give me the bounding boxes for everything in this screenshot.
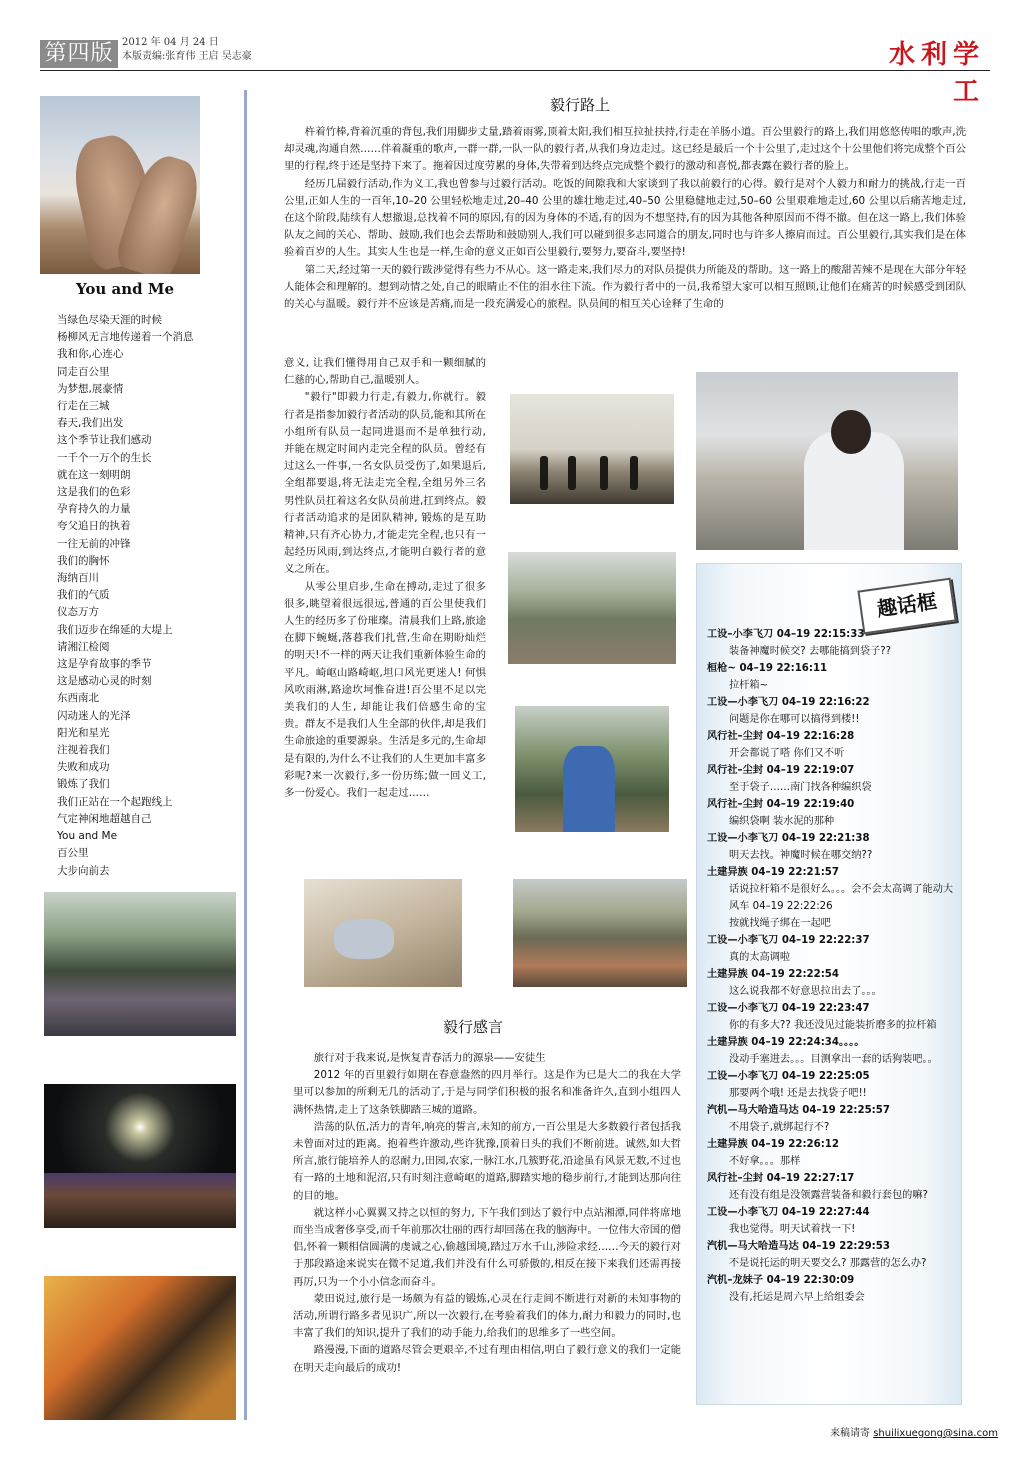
chat-author: 工设—小李飞刀 04–19 22:22:37 — [707, 935, 870, 946]
paragraph: 经历几届毅行活动,作为义工,我也曾参与过毅行活动。吃饭的间隙我和大家谈到了我以前毅行的心得。毅行是对个人毅力和耐力的挑战,行走一百公里,正如人生的一百年,10–20 公里轻松地走过,20–40 公里的雄壮地走过,40–50 公里稳健地走过,50–60 公里艰难地走过,60 公里以后痛苦地走过,在这个阶段,陆续有人想撤退,总找着不同的原因,有的因为身体的不适,有的因为不想坚持,有的因为其他各种原因而不得不撤。但在这一路上,我们体验队友之间的关心、帮助、鼓励,我们也会去帮助和鼓励别人,我们可以碰到很多志同道合的朋友,同时也与许多人擦肩而过。百公里毅行,其实我们是在体验着百岁的人生。其实人生也是一样,生命的意义正如百公里毅行,要努力,要奋斗,要坚持! — [284, 177, 966, 259]
poem-line: 这是我们的色彩 — [57, 486, 131, 499]
chat-entry — [707, 1136, 957, 1170]
poem-line: 海纳百川 — [57, 572, 99, 585]
chat-author: 土建异族 04–19 22:24:34。。。。 — [707, 1037, 865, 1048]
chat-entry — [707, 915, 957, 932]
footer-label: 来稿请寄 — [830, 1428, 870, 1439]
chat-author: 风行社–尘封 04–19 22:19:07 — [707, 765, 855, 776]
chat-author: 土建异族 04–19 22:26:12 — [707, 1139, 839, 1150]
chat-entry — [707, 932, 957, 966]
poem-line: 当绿色尽染天涯的时候 — [57, 314, 162, 326]
poem-line: 杨柳风无言地传递着一个消息 — [57, 331, 194, 344]
poem-line: 行走在三城 — [57, 400, 110, 413]
article-title: 毅行路上 — [549, 96, 610, 114]
poem-line: 我们正站在一个起跑线上 — [57, 795, 173, 808]
photo-group-road — [508, 552, 676, 664]
poem-line: 这是孕育故事的季节 — [57, 658, 152, 671]
chat-message: 不好拿。。。那样 — [729, 1156, 801, 1167]
chat-author: 风行社–尘封 04–19 22:16:28 — [707, 731, 855, 742]
chat-entry — [707, 1204, 957, 1238]
chat-author: 汽机–龙妹子 04–19 22:30:09 — [707, 1275, 855, 1286]
header-divider — [40, 70, 990, 71]
page-number-label: 第四版 — [40, 40, 118, 68]
paragraph: "毅行"即毅力行走,有毅力,你就行。毅行者是指参加毅行者活动的队员,能和其所在小组所有队员一起同进退而不是单独行动, 并能在规定时间内走完全程的队员。曾经有过这么一件事,一名女队员受伤了,如果退后,全组都要退,将无法走完全程,全组另外三名男性队员扛着这名女队员前进,扛到终点。毅行者活动追求的是团队精神, 锻炼的是互助精神,只有齐心协力,才能走完全程,也只有一起经历风雨,到达终点,才能明白毅行者的意义之所在。 — [284, 391, 486, 576]
poem-line: 锻炼了我们 — [57, 778, 110, 791]
chat-message: 话说拉杆箱不是很好么。。。会不会太高调了能动大风车 04–19 22:22:26 — [729, 884, 954, 912]
chat-message: 没动手塞进去。。。目测拿出一套的话狗装吧。。 — [729, 1054, 938, 1065]
photo-smiling-walker — [515, 706, 669, 832]
chat-entry — [707, 966, 957, 1000]
chat-entry — [707, 1170, 957, 1204]
chat-entry — [707, 694, 957, 728]
chat-message: 还有没有组是没领露营装备和毅行套包的嘛? — [729, 1190, 928, 1201]
paragraph: 意义, 让我们懂得用自己双手和一颗细腻的仁慈的心,帮助自己,温暖别人。 — [284, 357, 486, 387]
submission-footer — [830, 1424, 998, 1439]
poem-line: 一往无前的冲锋 — [57, 537, 131, 550]
editors-line: 本版责编:张育伟 王启 吴志豪 — [122, 51, 252, 62]
poem-line: 这是感动心灵的时刻 — [57, 675, 152, 688]
chat-message: 不是说托运的明天要交么? 那露营的怎么办? — [729, 1258, 927, 1269]
poem-line: 我和你,心连心 — [57, 348, 124, 361]
chat-entry — [707, 1034, 957, 1068]
poem-line: 孕育持久的力量 — [57, 503, 131, 516]
poem-line: 大步向前去 — [57, 864, 110, 877]
chat-log — [707, 626, 957, 1306]
chat-author: 风行社–尘封 04–19 22:19:40 — [707, 799, 855, 810]
poem-line: 请湘江检阅 — [57, 640, 110, 653]
poem-line: 仪态万方 — [57, 606, 99, 619]
photo-riverside-crowd — [513, 879, 687, 987]
chat-message: 编织袋啊 装水泥的那种 — [729, 816, 835, 827]
article-body-reflection — [293, 1050, 681, 1377]
photo-foot-care — [304, 879, 462, 987]
chat-entry — [707, 830, 957, 864]
poem-line: 注视着我们 — [57, 744, 110, 757]
chat-message: 你的有多大?? 我还没见过能装折磨多的拉杆箱 — [729, 1020, 937, 1031]
chat-entry — [707, 796, 957, 830]
chat-author: 土建异族 04–19 22:22:54 — [707, 969, 839, 980]
chat-message: 按就找绳子绑在一起吧 — [729, 918, 831, 929]
chat-author: 桓枪~ 04–19 22:16:11 — [707, 663, 828, 674]
chat-entry — [707, 626, 957, 660]
chat-message: 真的太高调啦 — [729, 952, 791, 963]
issue-date: 2012 年 04 月 24 日 — [122, 37, 219, 48]
poem-line: 为梦想,展豪情 — [57, 382, 124, 395]
footer-email-link[interactable]: shuilixuegong@sina.com — [873, 1428, 998, 1439]
chat-entry — [707, 762, 957, 796]
chat-author: 工设—小李飞刀 04–19 22:25:05 — [707, 1071, 870, 1082]
article-body-column — [284, 355, 486, 802]
poem-line: 阳光和星光 — [57, 726, 110, 739]
photo-feet-sky — [40, 96, 200, 274]
chat-message: 拉杆箱~ — [729, 680, 769, 691]
chat-author: 汽机—马大哈造马达 04–19 22:25:57 — [707, 1105, 890, 1116]
paragraph: 路漫漫,下面的道路尽管会更艰辛,不过有理由相信,明白了毅行意义的我们一定能在明天走向最后的成功! — [293, 1344, 681, 1374]
chat-author: 工设—小李飞刀 04–19 22:27:44 — [707, 1207, 870, 1218]
poem-line: 一千个一万个的生长 — [57, 451, 152, 464]
photo-tents — [44, 1276, 236, 1420]
chat-message: 不用袋子,就绑起行不? — [729, 1122, 830, 1133]
poem-line: 我们的胸怀 — [57, 554, 110, 567]
article-title: 毅行感言 — [442, 1018, 503, 1036]
paragraph: 第二天,经过第一天的毅行跋涉觉得有些力不从心。这一路走来,我们尽力的对队员提供力所能及的帮助。这一路上的酸甜苦辣不是现在大部分年轻人能体会和理解的。想到动情之处,自己的眼睛止不住的泪水往下流。作为毅行者中的一员,我希望大家可以相互照顾,让他们在痛苦的时候感受到团队的关心与温暖。毅行并不应该是苦痛,而是一段充满爱心的旅程。队员间的相互关心诠释了生命的 — [284, 263, 967, 311]
chat-entry — [707, 1102, 957, 1136]
chat-message: 至于袋子……南门找各种编织袋 — [729, 782, 872, 793]
poem-line: You and Me — [57, 830, 118, 843]
paragraph: 杵着竹棒,背着沉重的背包,我们用脚步丈量,踏着雨雾,顶着太阳,我们相互拉扯扶持,行走在羊肠小道。百公里毅行的路上,我们用悠悠传唱的歌声,洗却灵魂,沟通自然……伴着凝重的歌声,一群一群,一队一队的毅行者,从我们身边走过。这已经是最后一个十公里了,走过这个十公里他们将完成整个百公里的行程,终于还是坚持下来了。拖着因过度劳累的身体,失带着到达终点完成整个毅行的激动和喜悦,都表露在毅行者的脸上。 — [284, 126, 966, 173]
photo-walkers-street — [44, 892, 236, 1036]
poem-line: 我们的气质 — [57, 589, 110, 602]
chat-author: 工设–小李飞刀 04–19 22:15:33 — [707, 629, 865, 640]
chat-message: 装备神魔时候交? 去哪能搞到袋子?? — [729, 646, 892, 657]
chat-message: 问题是你在哪可以搞得到楼!! — [729, 714, 860, 725]
paragraph: 就这样小心翼翼又持之以恒的努力, 下午我们到达了毅行中点站湘潭,同伴将席地而坐当成奢侈享受,而千年前那次壮丽的西行却回荡在我的脑海中。一位伟大帝国的僧侣,怀着一颗相信圆满的虔诚之心,偷越国境,踏过万水千山,涉险求经……今天的毅行对于那段路途来说实在微不足道,我们并没有什么可骄傲的,相反在接下来我们还需再接再厉,只为一个小小信念而奋斗。 — [293, 1206, 681, 1288]
paragraph: 蒙田说过,旅行是一场颇为有益的锻炼,心灵在行走间不断进行对新的未知事物的活动,所谓行路多者见识广,所以一次毅行,在考验着我们的体力,耐力和毅力的同时,也丰富了我们的知识,提升了我们的动手能力,给我们的思维多了一些空间。 — [293, 1292, 681, 1340]
chat-author: 风行社–尘封 04–19 22:27:17 — [707, 1173, 855, 1184]
poem-lines — [57, 312, 237, 880]
speech-badge-icon: 趣话框 — [857, 578, 956, 635]
chat-message: 开会都说了嗒 你们又不听 — [729, 748, 845, 759]
poem-line: 同走百公里 — [57, 365, 110, 378]
poem-title: You and Me — [75, 280, 175, 298]
paragraph: 2012 年的百里毅行如期在春意盎然的四月举行。这是作为已是大二的我在大学里可以参加的所剩无几的活动了,于是与同学们积极的报名和准备许久,直到小组四人满怀热情,走上了这条铁脚踏三城的道路。 — [293, 1069, 681, 1116]
poem-line: 失败和成功 — [57, 761, 110, 774]
chat-entry — [707, 1272, 957, 1306]
poem-line: 气定神闲地超越自己 — [57, 812, 152, 825]
poem-line: 闪动迷人的光泽 — [57, 709, 131, 722]
chat-entry — [707, 1000, 957, 1034]
paragraph: 浩荡的队伍,活力的青年,响亮的誓言,未知的前方,一百公里是大多数毅行者包括我未曾面对过的距离。抱着些许激动,些许犹豫,顶着日头的我们不断前进。诚然,如大哲所言,旅行能培养人的忍耐力,田园,农家,一脉江水,几簇野花,沿途虽有风景无数,不过也有一路的土地和泥沼,只有时刻注意崎岖的道路,脚踏实地的稳步前行,才能到达那向往的目的地。 — [293, 1120, 681, 1202]
chat-message: 我也觉得。明天试着找一下! — [729, 1224, 856, 1235]
paragraph: 旅行对于我来说,是恢复青春活力的源泉——安徒生 — [313, 1052, 546, 1064]
poem-line: 夸父追日的执着 — [57, 520, 131, 533]
chat-entry — [707, 864, 957, 915]
photo-night-camp — [44, 1084, 236, 1228]
chat-entry — [707, 1068, 957, 1102]
poem-line: 东西南北 — [57, 692, 99, 705]
chat-author: 工设—小李飞刀 04–19 22:16:22 — [707, 697, 870, 708]
article-body-top — [284, 124, 966, 313]
chat-author: 土建异族 04–19 22:21:57 — [707, 867, 839, 878]
chat-message: 明天去找。神魔时候在哪交纳?? — [729, 850, 873, 861]
photo-cheering-walker — [696, 372, 958, 550]
poem-line: 这个季节让我们感动 — [57, 434, 152, 447]
chat-entry — [707, 660, 957, 694]
poem-line: 春天,我们出发 — [57, 417, 124, 430]
chat-message: 没有,托运是周六早上给组委会 — [729, 1292, 865, 1303]
chat-entry — [707, 728, 957, 762]
chat-message: 这么说我都不好意思拉出去了。。。 — [729, 986, 882, 997]
newspaper-brand: 水利学工 — [888, 40, 985, 107]
poem-line: 我们迈步在绵延的大堤上 — [57, 623, 173, 636]
chat-author: 工设—小李飞刀 04–19 22:21:38 — [707, 833, 870, 844]
poem-line: 就在这一刻明朗 — [57, 468, 131, 481]
chat-author: 工设—小李飞刀 04–19 22:23:47 — [707, 1003, 870, 1014]
chat-message: 那要两个哦! 还是去找袋子吧!! — [729, 1088, 867, 1099]
poem-line: 百公里 — [57, 847, 89, 860]
chat-author: 汽机—马大哈造马达 04–19 22:29:53 — [707, 1241, 890, 1252]
column-divider — [244, 90, 247, 1420]
paragraph: 从零公里启步,生命在搏动,走过了很多很多,眺望着很远很远,普通的百公里使我们人生的经历多了份璀璨。清晨我们上路,旅途在脚下蜿蜒,落暮我们扎营,生命在期盼灿烂的明天!不一样的两天让我们重新体验生命的平凡。崎岖山路崎岖,坦口风光更迷人! 何惧风吹雨淋,路途坎坷惟奋进!百公里不足以完美我们的人生, 却能让我们倍感生命的宝贵。群友不是我们人生全部的伙伴,却是我们生命旅途的重要源泉。生活是多元的,生命却是有限的,为什么不让我们的人生更加丰富多彩呢?来一次毅行,多一份历练;做一回义工,多一份爱心。我们一起走过…… — [284, 580, 486, 800]
photo-walkers-silhouette — [510, 394, 674, 504]
chat-entry — [707, 1238, 957, 1272]
